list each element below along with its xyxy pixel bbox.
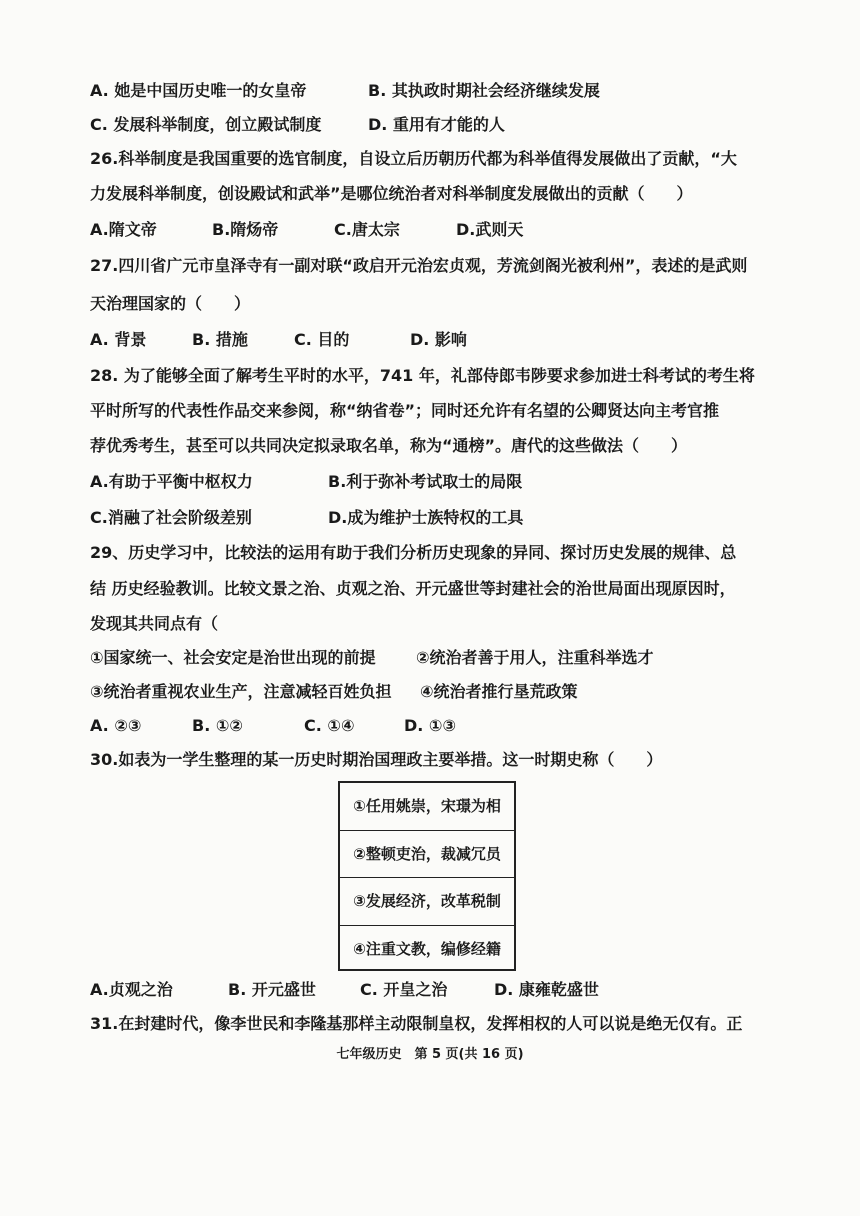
q25-option-b: B. 其执政时期社会经济继续发展 bbox=[368, 81, 600, 100]
q30-stem-line1: 30.如表为一学生整理的某一历史时期治国理政主要举措。这一时期史称（ ） bbox=[90, 750, 663, 769]
q30-option-a: A.贞观之治 bbox=[90, 980, 173, 999]
q29-option-a: A. ②③ bbox=[90, 716, 142, 735]
q28-option-a: A.有助于平衡中枢权力 bbox=[90, 472, 253, 491]
q29-options bbox=[90, 714, 820, 738]
q25-option-d: D. 重用有才能的人 bbox=[368, 115, 505, 134]
q25-options-ab bbox=[90, 79, 820, 103]
q26-stem-line2: 力发展科举制度，创设殿试和武举”是哪位统治者对科举制度发展做出的贡献（ ） bbox=[90, 184, 693, 203]
q27-option-a: A. 背景 bbox=[90, 330, 147, 349]
q29-item-2: ②统治者善于用人，注重科举选才 bbox=[416, 648, 654, 667]
q28-stem-line2: 平时所写的代表性作品交来参阅，称“纳省卷”；同时还允许有名望的公卿贤达向主考官推 bbox=[90, 401, 720, 420]
q31-stem-line1: 31.在封建时代，像李世民和李隆基那样主动限制皇权，发挥相权的人可以说是绝无仅有。正 bbox=[90, 1014, 743, 1033]
measures-table bbox=[338, 781, 516, 971]
q27-option-b: B. 措施 bbox=[192, 330, 248, 349]
q25-option-c: C. 发展科举制度，创立殿试制度 bbox=[90, 115, 322, 134]
q28-option-b: B.利于弥补考试取士的局限 bbox=[328, 472, 523, 491]
q27-options bbox=[90, 328, 820, 352]
q26-option-b: B.隋炀帝 bbox=[212, 220, 279, 239]
q29-items-12 bbox=[90, 646, 820, 670]
q30-option-c: C. 开皇之治 bbox=[360, 980, 448, 999]
q29-option-b: B. ①② bbox=[192, 716, 243, 735]
q25-options-cd bbox=[90, 113, 820, 137]
measures-table-row: ①任用姚崇，宋璟为相 bbox=[340, 783, 514, 831]
q28-stem-line1: 28. 为了能够全面了解考生平时的水平，741 年，礼部侍郎韦陟要求参加进士科考试的考生将 bbox=[90, 366, 755, 385]
q29-option-d: D. ①③ bbox=[404, 716, 457, 735]
q27-stem-line1: 27.四川省广元市皇泽寺有一副对联“政启开元治宏贞观，芳流剑阁光被利州”，表述的是武则 bbox=[90, 256, 748, 275]
q26-option-a: A.隋文帝 bbox=[90, 220, 157, 239]
q28-options-cd bbox=[90, 506, 820, 530]
q28-options-ab bbox=[90, 470, 820, 494]
q29-item-1: ①国家统一、社会安定是治世出现的前提 bbox=[90, 648, 376, 667]
q26-option-c: C.唐太宗 bbox=[334, 220, 400, 239]
q29-item-4: ④统治者推行垦荒政策 bbox=[420, 682, 578, 701]
q29-stem-line1: 29、历史学习中，比较法的运用有助于我们分析历史现象的异同、探讨历史发展的规律、总 bbox=[90, 543, 737, 562]
measures-table-row: ②整顿吏治，裁减冗员 bbox=[340, 831, 514, 879]
q30-option-b: B. 开元盛世 bbox=[228, 980, 316, 999]
q25-option-a: A. 她是中国历史唯一的女皇帝 bbox=[90, 81, 307, 100]
q27-option-d: D. 影响 bbox=[410, 330, 467, 349]
q28-option-d: D.成为维护士族特权的工具 bbox=[328, 508, 524, 527]
q29-item-3: ③统治者重视农业生产，注意减轻百姓负担 bbox=[90, 682, 392, 701]
page-footer: 七年级历史 第 5 页(共 16 页) bbox=[336, 1047, 524, 1062]
q28-option-c: C.消融了社会阶级差别 bbox=[90, 508, 252, 527]
q29-items-34 bbox=[90, 680, 820, 704]
measures-table-row: ③发展经济，改革税制 bbox=[340, 878, 514, 926]
q26-stem-line1: 26.科举制度是我国重要的选官制度，自设立后历朝历代都为科举值得发展做出了贡献，“大 bbox=[90, 149, 737, 168]
q28-stem-line3: 荐优秀考生，甚至可以共同决定拟录取名单，称为“通榜”。唐代的这些做法（ ） bbox=[90, 436, 688, 455]
q27-stem-line2: 天治理国家的（ ） bbox=[90, 294, 251, 313]
q29-stem-line3: 发现其共同点有（ bbox=[90, 614, 219, 633]
q29-stem-line2: 结 历史经验教训。比较文景之治、贞观之治、开元盛世等封建社会的治世局面出现原因时， bbox=[90, 579, 736, 598]
q26-option-d: D.武则天 bbox=[456, 220, 524, 239]
q27-option-c: C. 目的 bbox=[294, 330, 350, 349]
q30-options bbox=[90, 978, 820, 1002]
q26-options bbox=[90, 218, 820, 242]
q29-option-c: C. ①④ bbox=[304, 716, 355, 735]
q30-option-d: D. 康雍乾盛世 bbox=[494, 980, 599, 999]
measures-table-row: ④注重文教，编修经籍 bbox=[353, 939, 501, 958]
